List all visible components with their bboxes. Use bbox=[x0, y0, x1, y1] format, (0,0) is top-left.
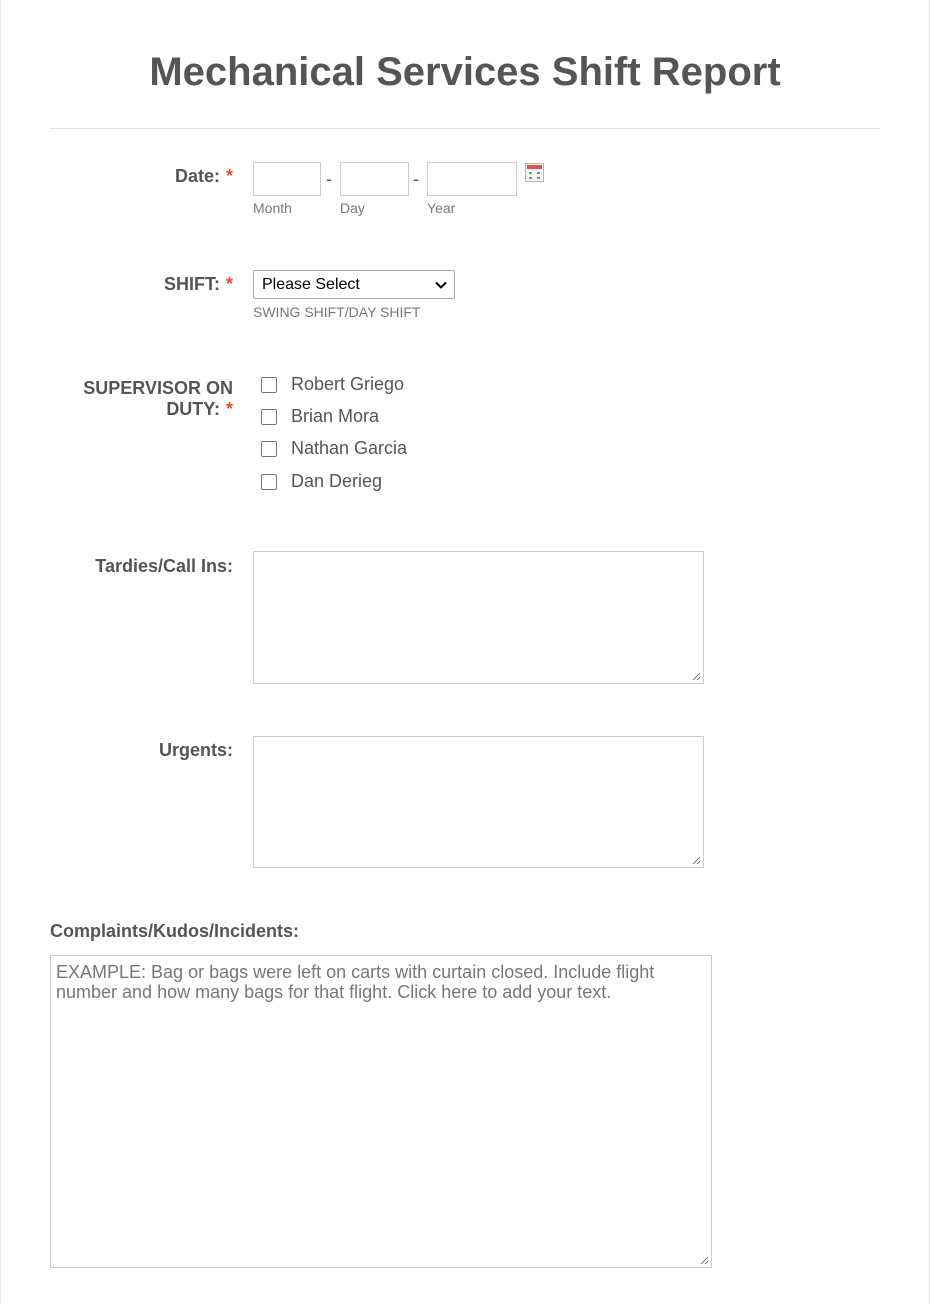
date-day-sublabel: Day bbox=[340, 200, 365, 216]
supervisor-label-line2: DUTY: bbox=[166, 399, 220, 419]
checkbox[interactable] bbox=[261, 441, 277, 457]
calendar-icon[interactable] bbox=[525, 163, 544, 182]
supervisor-label bbox=[40, 378, 233, 420]
date-separator-1: - bbox=[326, 169, 332, 189]
date-required-mark: * bbox=[225, 166, 233, 186]
date-separator-2: - bbox=[413, 169, 419, 189]
date-day-input[interactable] bbox=[340, 162, 409, 196]
title-divider bbox=[50, 128, 880, 129]
checkbox[interactable] bbox=[261, 474, 277, 490]
date-month-sublabel: Month bbox=[253, 200, 292, 216]
supervisor-option-label: Dan Derieg bbox=[291, 471, 383, 491]
resize-grip-icon[interactable] bbox=[691, 671, 701, 681]
chevron-down-icon bbox=[434, 278, 448, 292]
calendar-icon-header bbox=[527, 165, 542, 169]
complaints-label: Complaints/Kudos/Incidents: bbox=[50, 921, 300, 941]
date-year-input[interactable] bbox=[427, 162, 517, 196]
date-month-input[interactable] bbox=[253, 162, 321, 196]
complaints-textarea[interactable] bbox=[50, 955, 712, 1268]
urgents-textarea[interactable] bbox=[253, 736, 704, 868]
tardies-textarea[interactable] bbox=[253, 551, 704, 684]
supervisor-required-mark: * bbox=[225, 399, 233, 419]
shift-label-text: SHIFT: bbox=[163, 274, 220, 294]
shift-label bbox=[100, 274, 233, 295]
resize-grip-icon[interactable] bbox=[691, 855, 701, 865]
shift-select-value: Please Select bbox=[262, 276, 360, 293]
urgents-label: Urgents: bbox=[158, 740, 233, 760]
supervisor-label-line1: SUPERVISOR ON bbox=[83, 378, 233, 398]
resize-grip-icon[interactable] bbox=[699, 1255, 709, 1265]
date-label bbox=[100, 166, 233, 187]
form-title: Mechanical Services Shift Report bbox=[149, 50, 781, 94]
tardies-label: Tardies/Call Ins: bbox=[95, 556, 233, 576]
shift-hint: SWING SHIFT/DAY SHIFT bbox=[253, 304, 421, 320]
date-label-text: Date: bbox=[174, 166, 220, 186]
shift-select[interactable] bbox=[253, 270, 455, 299]
checkbox[interactable] bbox=[261, 409, 277, 425]
supervisor-option-label: Brian Mora bbox=[291, 406, 380, 426]
supervisor-option-label: Nathan Garcia bbox=[291, 438, 408, 458]
checkbox[interactable] bbox=[261, 377, 277, 393]
date-year-sublabel: Year bbox=[427, 200, 456, 216]
complaints-textarea-value: EXAMPLE: Bag or bags were left on carts with curtain closed. Include flight number and how many bags for that flight. Click here to add your text. bbox=[56, 962, 655, 1002]
shift-required-mark: * bbox=[225, 274, 233, 294]
supervisor-option-label: Robert Griego bbox=[291, 374, 405, 394]
calendar-icon-grid bbox=[529, 172, 540, 179]
